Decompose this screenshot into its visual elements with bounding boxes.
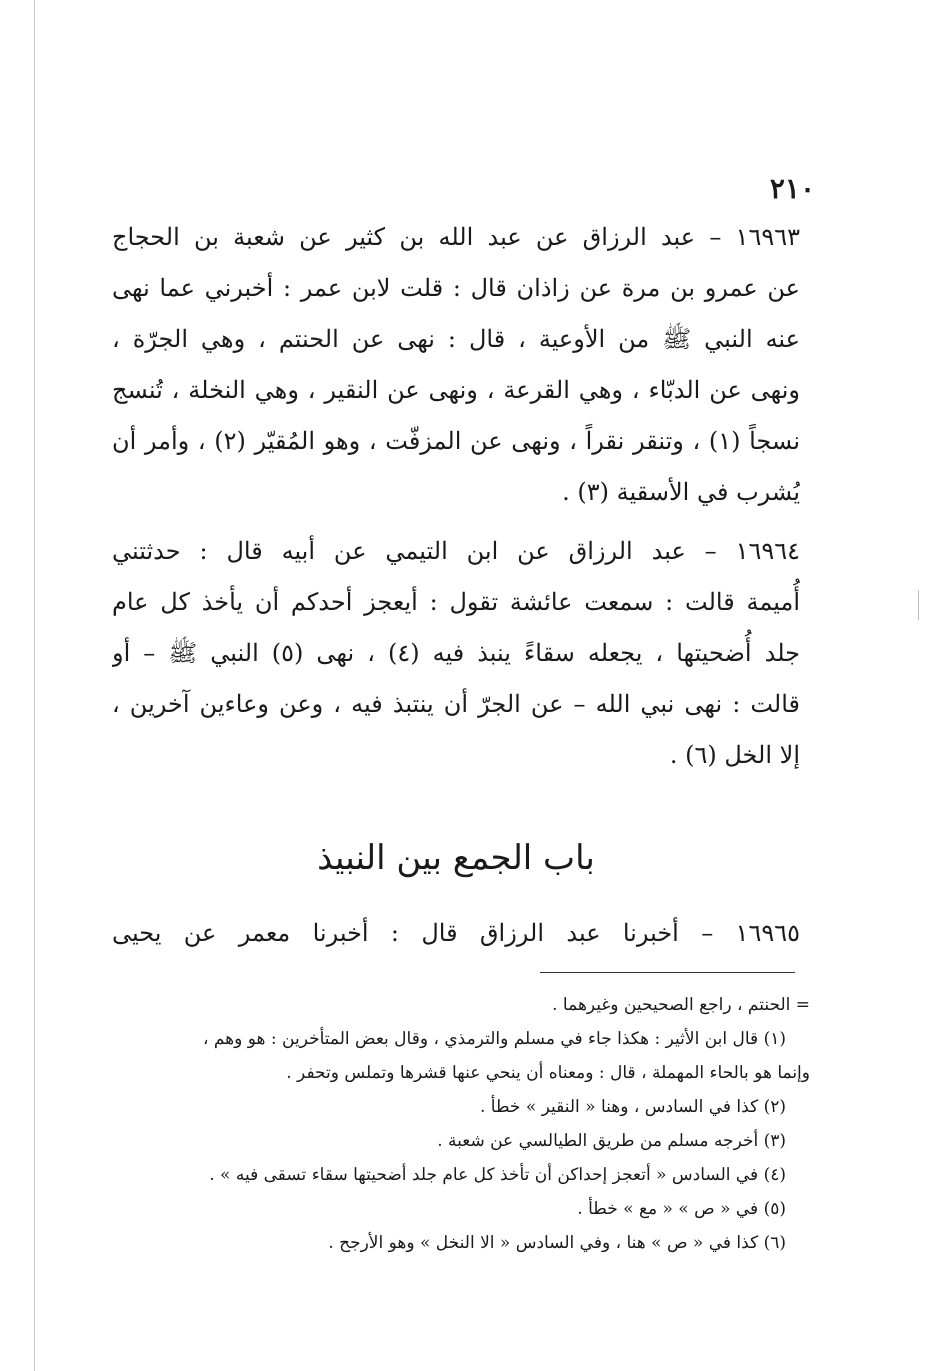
footnote-separator	[540, 972, 795, 973]
page-number: ٢١٠	[769, 172, 815, 205]
text-line: ١٦٩٦٤ – عبد الرزاق عن ابن التيمي عن أبيه قال : حدثتني	[112, 537, 800, 565]
footnotes	[112, 988, 810, 1260]
margin-mark	[918, 590, 919, 620]
text-line: عن عمرو بن مرة عن زاذان قال : قلت لابن عمر : أخبرني عما نهى	[112, 274, 800, 302]
text-line: ونهى عن الدبّاء ، وهي القرعة ، ونهى عن النقير ، وهي النخلة ، تُنسج	[112, 376, 800, 404]
text-line: يُشرب في الأسقية (٣) .	[562, 478, 800, 506]
footnote-line: (٢) كذا في السادس ، وهنا « النقير » خطأ .	[479, 1097, 786, 1117]
footnote-line: (٦) كذا في « ص » هنا ، وفي السادس « الا النخل » وهو الأرجح .	[328, 1233, 786, 1253]
footnote-line: وإنما هو بالحاء المهملة ، قال : ومعناه أن ينحي عنها قشرها وتملس وتحفر .	[286, 1063, 810, 1083]
text-line: إلا الخل (٦) .	[669, 741, 800, 769]
hadith-entry-16963	[112, 212, 800, 518]
footnote-line: (٣) أخرجه مسلم من طريق الطيالسي عن شعبة .	[437, 1131, 786, 1151]
chapter-title: باب الجمع بين النبيذ	[317, 838, 595, 878]
text-line: جلد أُضحيتها ، يجعله سقاءً ينبذ فيه (٤) ، نهى (٥) النبي ﷺ – أو	[112, 639, 800, 667]
page-edge-line	[34, 0, 35, 1371]
text-line: ١٦٩٦٥ – أخبرنا عبد الرزاق قال : أخبرنا معمر عن يحيى	[112, 919, 800, 947]
text-line: عنه النبي ﷺ من الأوعية ، قال : نهى عن الحنتم ، وهي الجرّة ،	[112, 325, 800, 353]
text-line: نسجاً (١) ، وتنقر نقراً ، ونهى عن المزفّت ، وهو المُقيّر (٢) ، وأمر أن	[112, 427, 800, 455]
text-line: ١٦٩٦٣ – عبد الرزاق عن عبد الله بن كثير عن شعبة بن الحجاج	[112, 223, 800, 251]
footnote-line: (١) قال ابن الأثير : هكذا جاء في مسلم والترمذي ، وقال بعض المتأخرين : هو وهم ،	[202, 1029, 786, 1049]
hadith-entry-16965	[112, 908, 800, 959]
footnote-line: = الحنتم ، راجع الصحيحين وغيرهما .	[552, 995, 810, 1015]
footnote-line: (٥) في « ص » « مع » خطأ .	[577, 1199, 786, 1219]
footnote-line: (٤) في السادس « أتعجز إحداكن أن تأخذ كل عام جلد أضحيتها سقاء تسقى فيه » .	[209, 1165, 786, 1185]
hadith-entry-16964	[112, 526, 800, 781]
text-line: قالت : نهى نبي الله – عن الجرّ أن ينتبذ فيه ، وعن وعاءين آخرين ،	[112, 690, 800, 718]
text-line: أُميمة قالت : سمعت عائشة تقول : أيعجز أحدكم أن يأخذ كل عام	[112, 588, 800, 616]
